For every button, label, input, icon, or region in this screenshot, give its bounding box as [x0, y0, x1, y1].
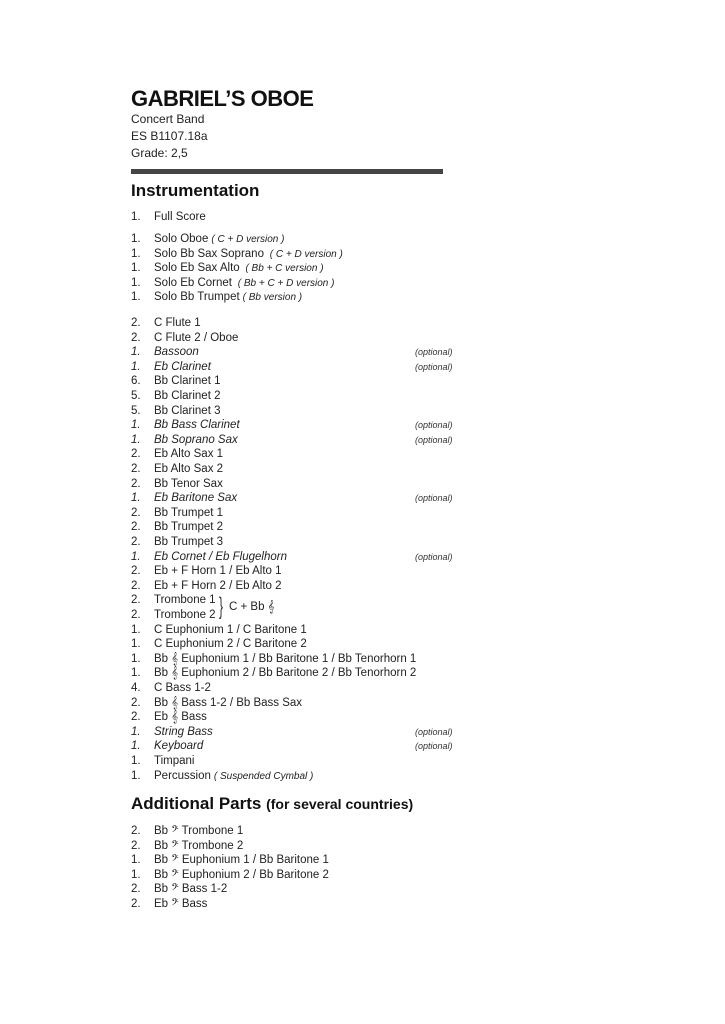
part-name: Bb 𝄢 Trombone 2	[154, 839, 244, 852]
part-count: 1.	[131, 740, 141, 753]
part-count: 1.	[131, 854, 141, 867]
part-name: Solo Bb Sax Soprano	[154, 247, 264, 260]
additional-heading	[131, 794, 413, 814]
part-count: 2.	[131, 579, 141, 592]
optional-label: (optional)	[415, 726, 453, 737]
part-version-note: ( Bb + C version )	[242, 263, 324, 275]
part-name: Eb Cornet / Eb Flugelhorn	[154, 550, 287, 563]
part-count: 2.	[131, 594, 141, 607]
part-name: Bb Clarinet 2	[154, 390, 221, 402]
part-count: 6.	[131, 375, 141, 388]
part-label	[154, 290, 302, 305]
part-count: 2.	[131, 521, 141, 534]
optional-label: (optional)	[415, 361, 453, 372]
part-count: 2.	[131, 317, 141, 329]
additional-heading-sub: (for several countries)	[266, 796, 414, 812]
part-name: Trombone 1	[154, 594, 216, 607]
part-count: 2.	[131, 463, 141, 475]
part-name: Eb Alto Sax 2	[154, 463, 224, 475]
ensemble-label: Concert Band	[131, 112, 205, 126]
part-count: 2.	[131, 696, 141, 709]
part-count: 1.	[131, 346, 141, 359]
part-name: Timpani	[154, 755, 195, 767]
part-label	[154, 247, 343, 262]
part-name: Full Score	[154, 211, 206, 223]
part-name: Bb Trumpet 3	[154, 536, 224, 548]
part-name: Eb Baritone Sax	[154, 492, 238, 505]
part-name: Percussion	[154, 769, 211, 782]
part-label	[154, 232, 284, 247]
part-name: Bb Trumpet 1	[154, 506, 224, 519]
part-count: 2.	[131, 565, 141, 578]
part-count: 1.	[131, 360, 141, 373]
part-count: 1.	[131, 233, 141, 245]
trombone-group-label: C + Bb 𝄞	[229, 601, 275, 613]
part-count: 2.	[131, 536, 141, 548]
instrumentation-heading: Instrumentation	[131, 181, 260, 200]
part-count: 2.	[131, 883, 141, 896]
part-label	[154, 261, 324, 276]
additional-heading-main: Additional Parts	[131, 794, 262, 813]
catalog-code: ES B1107.18a	[131, 129, 208, 143]
part-name: Solo Oboe	[154, 233, 209, 245]
grade-label: Grade: 2,5	[131, 146, 188, 160]
page-title: GABRIEL’S OBOE	[131, 86, 314, 111]
part-name: C Euphonium 1 / C Baritone 1	[154, 623, 307, 636]
part-name: Bb Bass Clarinet	[154, 419, 240, 432]
optional-label: (optional)	[415, 420, 453, 431]
part-name: Solo Eb Cornet	[154, 276, 232, 289]
title-rule	[131, 169, 443, 174]
part-version-note: ( Bb version )	[242, 292, 303, 304]
part-count: 2.	[131, 331, 141, 344]
part-name: Bb Tenor Sax	[154, 477, 223, 490]
part-name: Eb 𝄞 Bass	[154, 711, 207, 724]
part-count: 2.	[131, 825, 141, 837]
optional-label: (optional)	[415, 493, 453, 504]
part-name: Bb Trumpet 2	[154, 521, 224, 534]
trombone-brace: }	[219, 593, 224, 620]
part-count: 5.	[131, 404, 141, 417]
part-version-note: ( C + D version )	[211, 234, 285, 245]
part-count: 1.	[131, 247, 141, 260]
part-name: Solo Eb Sax Alto	[154, 262, 240, 275]
part-count: 1.	[131, 652, 141, 665]
part-name: Bb Clarinet 3	[154, 404, 221, 417]
part-name: C Flute 2 / Oboe	[154, 331, 239, 344]
part-count: 2.	[131, 609, 141, 621]
optional-label: (optional)	[415, 434, 453, 445]
part-count: 1.	[131, 419, 141, 432]
part-name: Trombone 2	[154, 609, 216, 621]
part-name: Solo Bb Trumpet	[154, 291, 240, 304]
part-count: 4.	[131, 682, 141, 694]
part-label	[154, 769, 313, 784]
part-name: Eb Alto Sax 1	[154, 448, 224, 461]
part-name: Eb + F Horn 1 / Eb Alto 1	[154, 565, 282, 578]
part-name: Bassoon	[154, 346, 199, 359]
part-name: Keyboard	[154, 740, 204, 753]
part-count: 1.	[131, 433, 141, 446]
part-count: 1.	[131, 868, 141, 881]
part-count: 1.	[131, 276, 141, 289]
part-count: 1.	[131, 667, 141, 680]
part-version-note: ( C + D version )	[266, 248, 343, 260]
part-count: 5.	[131, 390, 141, 402]
part-count: 1.	[131, 725, 141, 738]
part-count: 1.	[131, 550, 141, 563]
part-name: C Bass 1-2	[154, 682, 211, 694]
part-name: Bb 𝄢 Trombone 1	[154, 825, 244, 837]
part-name: Bb 𝄢 Euphonium 2 / Bb Baritone 2	[154, 868, 329, 881]
part-name: Bb 𝄢 Bass 1-2	[154, 883, 228, 896]
optional-label: (optional)	[415, 741, 453, 752]
part-count: 1.	[131, 492, 141, 505]
part-count: 1.	[131, 211, 141, 223]
part-name: Bb 𝄢 Euphonium 1 / Bb Baritone 1	[154, 854, 329, 867]
part-name: Eb + F Horn 2 / Eb Alto 2	[154, 579, 282, 592]
part-count: 2.	[131, 711, 141, 724]
part-name: Bb 𝄞 Euphonium 2 / Bb Baritone 2 / Bb Tenorhorn 2	[154, 667, 417, 680]
part-count: 2.	[131, 839, 141, 852]
part-count: 2.	[131, 477, 141, 490]
part-count: 1.	[131, 623, 141, 636]
part-count: 2.	[131, 898, 141, 910]
part-name: Eb 𝄢 Bass	[154, 898, 208, 910]
part-count: 1.	[131, 755, 141, 767]
part-version-note: ( Suspended Cymbal )	[213, 770, 314, 782]
optional-label: (optional)	[415, 551, 453, 562]
part-name: C Euphonium 2 / C Baritone 2	[154, 638, 307, 651]
part-name: Bb Clarinet 1	[154, 375, 221, 388]
part-count: 1.	[131, 291, 141, 304]
part-count: 2.	[131, 448, 141, 461]
part-name: C Flute 1	[154, 317, 201, 329]
part-count: 1.	[131, 769, 141, 782]
part-name: String Bass	[154, 725, 213, 738]
optional-label: (optional)	[415, 347, 453, 358]
part-name: Bb Soprano Sax	[154, 433, 238, 446]
part-count: 1.	[131, 262, 141, 275]
part-name: Bb 𝄞 Euphonium 1 / Bb Baritone 1 / Bb Tenorhorn 1	[154, 652, 417, 665]
part-label	[154, 276, 334, 291]
part-count: 2.	[131, 506, 141, 519]
part-count: 1.	[131, 638, 141, 651]
part-version-note: ( Bb + C + D version )	[235, 277, 335, 289]
part-name: Eb Clarinet	[154, 360, 211, 373]
part-name: Bb 𝄞 Bass 1-2 / Bb Bass Sax	[154, 696, 303, 709]
